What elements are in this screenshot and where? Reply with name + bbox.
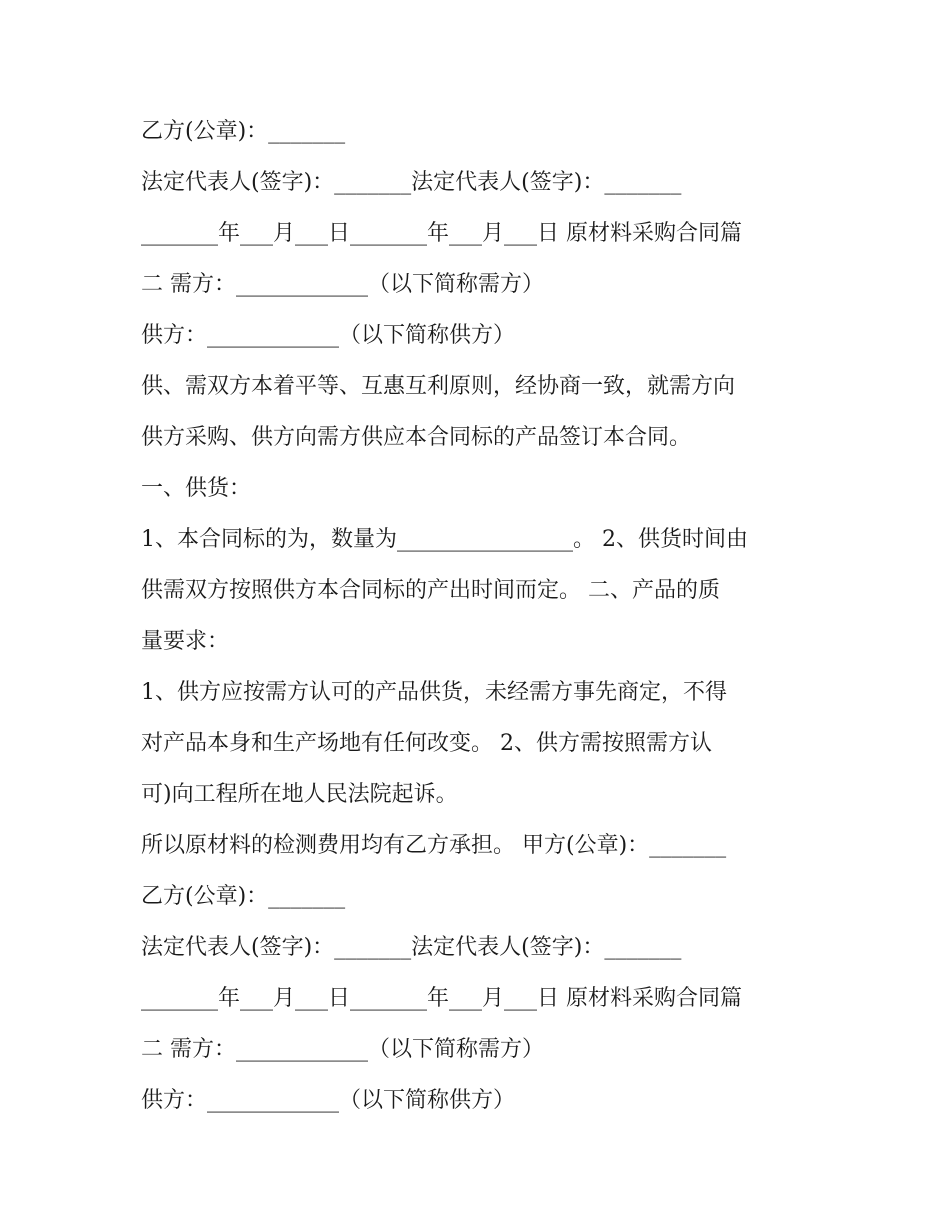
- paragraph-line: 可)向工程所在地人民法院起诉。: [141, 782, 458, 807]
- paragraph-line: 供方采购、供方向需方供应本合同标的产品签订本合同。: [141, 425, 692, 450]
- paragraph-line: 1、本合同标的为，数量为________________。 2、供货时间由: [141, 527, 748, 552]
- paragraph-line: 量要求：: [141, 629, 230, 654]
- paragraph-line: 所以原材料的检测费用均有乙方承担。 甲方(公章)：_______: [141, 833, 727, 858]
- legal-representative-signature-line: 法定代表人(签字)：_______法定代表人(签字)：_______: [141, 170, 682, 195]
- paragraph-line: 对产品本身和生产场地有任何改变。 2、供方需按照需方认: [141, 731, 712, 756]
- date-line: _______年___月___日_______年___月___日 原材料采购合同篇: [141, 221, 742, 246]
- date-line: _______年___月___日_______年___月___日 原材料采购合同篇: [141, 986, 742, 1011]
- document-body: [141, 106, 821, 1126]
- party-b-seal-line: 乙方(公章)：_______: [141, 884, 346, 909]
- supplier-line: 供方：____________（以下简称供方）: [141, 1088, 516, 1113]
- paragraph-line: 供、需双方本着平等、互惠互利原则，经协商一致，就需方向: [141, 374, 736, 399]
- paragraph-line: 1、供方应按需方认可的产品供货，未经需方事先商定，不得: [141, 680, 727, 705]
- section-heading: 一、供货：: [141, 476, 252, 501]
- buyer-line: 二 需方：____________（以下简称需方）: [141, 1037, 544, 1062]
- supplier-line: 供方：____________（以下简称供方）: [141, 323, 516, 348]
- legal-representative-signature-line: 法定代表人(签字)：_______法定代表人(签字)：_______: [141, 935, 682, 960]
- buyer-line: 二 需方：____________（以下简称需方）: [141, 272, 544, 297]
- party-b-seal-line: 乙方(公章)：_______: [141, 119, 346, 144]
- paragraph-line: 供需双方按照供方本合同标的产出时间而定。 二、产品的质: [141, 578, 720, 603]
